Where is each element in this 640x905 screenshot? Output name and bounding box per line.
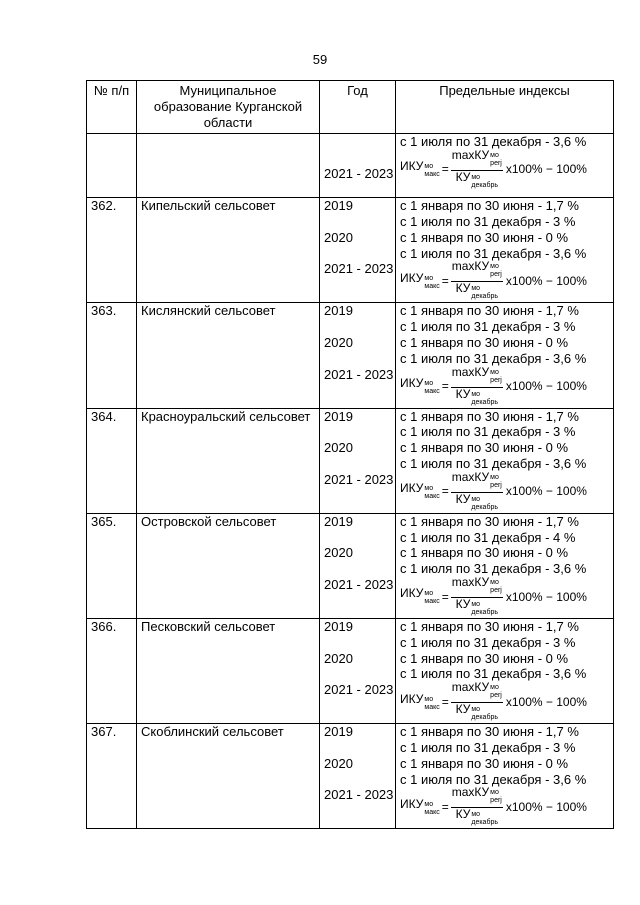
header-indices: Предельные индексы — [396, 81, 614, 134]
row-number: 363. — [87, 303, 137, 408]
indices-cell — [396, 724, 614, 829]
index-line: с 1 июля по 31 декабря - 3,6 % — [400, 350, 587, 366]
index-line: с 1 января по 30 июня - 0 % — [400, 229, 569, 245]
index-line: с 1 июля по 31 декабря - 3 % — [400, 424, 576, 440]
year-2021-2023: 2021 - 2023 — [324, 471, 394, 487]
index-line: с 1 января по 30 июня - 0 % — [400, 545, 569, 561]
year-cell — [320, 408, 396, 513]
year-2020: 2020 — [324, 334, 353, 350]
year-cell — [320, 724, 396, 829]
year-2020: 2020 — [324, 440, 353, 456]
formula-lhs: ИКУ мо макс — [400, 270, 440, 290]
indices-cell — [396, 408, 614, 513]
formula-fraction: maxКУ мо реrj КУ мо декабрь — [451, 680, 502, 722]
year-2019: 2019 — [324, 303, 353, 319]
row-number: 364. — [87, 408, 137, 513]
table-row — [87, 198, 614, 303]
index-line: с 1 июля по 31 декабря - 3 % — [400, 634, 576, 650]
table-row-continuation — [87, 134, 614, 198]
table-row — [87, 513, 614, 618]
table-row — [87, 303, 614, 408]
page-number: 59 — [312, 52, 328, 67]
header-num: № п/п — [87, 81, 137, 134]
index-line: с 1 июля по 31 декабря - 3 % — [400, 213, 576, 229]
year-2021-2023: 2021 - 2023 — [324, 576, 394, 592]
municipality-name: Островской сельсовет — [137, 513, 320, 618]
index-line: с 1 июля по 31 декабря - 3,6 % — [400, 245, 587, 261]
row-number: 362. — [87, 198, 137, 303]
index-line: с 1 января по 30 июня - 0 % — [400, 755, 569, 771]
formula: ИКУ мо макс = maxКУ мо реrj КУ мо декабрь х100% − 100% — [400, 472, 613, 513]
formula: ИКУ мо макс = maxКУ мо реrj КУ мо декабрь х100% − 100% — [400, 682, 613, 723]
year-2019: 2019 — [324, 618, 353, 634]
index-line: с 1 января по 30 июня - 0 % — [400, 334, 569, 350]
formula-lhs: ИКУ мо макс — [400, 481, 440, 501]
index-line: с 1 июля по 31 декабря - 3,6 % — [400, 134, 587, 149]
formula-lhs: ИКУ мо макс — [400, 796, 440, 816]
year-cell — [320, 513, 396, 618]
formula-lhs: ИКУ мо макс — [400, 691, 440, 711]
formula-fraction: maxКУ мо реrj КУ мо декабрь — [451, 364, 502, 406]
year-cell — [320, 134, 396, 198]
year-2019: 2019 — [324, 513, 353, 529]
municipality-name: Скоблинский сельсовет — [137, 724, 320, 829]
year-2019: 2019 — [324, 724, 353, 740]
formula-fraction: maxКУ мо реrj КУ мо декабрь — [451, 574, 502, 616]
indices-cell — [396, 303, 614, 408]
year-2021-2023: 2021 - 2023 — [324, 682, 394, 698]
formula: ИКУ мо макс = maxКУ мо реrj КУ мо декабрь х100% − 100% — [400, 367, 613, 408]
index-line: с 1 июля по 31 декабря - 3 % — [400, 319, 576, 335]
index-line: с 1 июля по 31 декабря - 3,6 % — [400, 666, 587, 682]
index-line: с 1 января по 30 июня - 1,7 % — [400, 198, 579, 214]
year-2020: 2020 — [324, 229, 353, 245]
year-2020: 2020 — [324, 755, 353, 771]
municipality-name: Кислянский сельсовет — [137, 303, 320, 408]
index-line: с 1 июля по 31 декабря - 4 % — [400, 529, 576, 545]
year-2020: 2020 — [324, 650, 353, 666]
row-number: 366. — [87, 618, 137, 723]
index-line: с 1 января по 30 июня - 1,7 % — [400, 618, 579, 634]
table-header-row — [87, 81, 614, 134]
index-line: с 1 июля по 31 декабря - 3,6 % — [400, 561, 587, 577]
table-row — [87, 618, 614, 723]
year-2020: 2020 — [324, 545, 353, 561]
year-cell — [320, 303, 396, 408]
index-line: с 1 января по 30 июня - 1,7 % — [400, 513, 579, 529]
formula-lhs: ИКУ мо макс — [400, 376, 440, 396]
year-2021-2023: 2021 - 2023 — [324, 165, 394, 181]
header-municipality: Муниципальное образование Курганской области — [137, 81, 320, 134]
formula-fraction: maxКУ мо реrj КУ мо декабрь — [451, 259, 502, 301]
indices-cell — [396, 198, 614, 303]
formula-lhs: ИКУ мо макс — [400, 159, 440, 179]
year-2019: 2019 — [324, 198, 353, 214]
formula-fraction: maxКУ мо реrj КУ мо декабрь — [451, 147, 502, 189]
formula: ИКУ мо макс = maxКУ мо реrj КУ мо декабрь х100% − 100% — [400, 150, 613, 191]
header-year: Год — [320, 81, 396, 134]
index-line: с 1 июля по 31 декабря - 3,6 % — [400, 455, 587, 471]
municipality-name: Красноуральский сельсовет — [137, 408, 320, 513]
table-row — [87, 724, 614, 829]
year-cell — [320, 618, 396, 723]
year-2021-2023: 2021 - 2023 — [324, 366, 394, 382]
indices-cell — [396, 513, 614, 618]
municipality-name: Кипельский сельсовет — [137, 198, 320, 303]
table-row — [87, 408, 614, 513]
num-cell — [87, 134, 137, 198]
index-line: с 1 июля по 31 декабря - 3,6 % — [400, 771, 587, 787]
index-line: с 1 января по 30 июня - 1,7 % — [400, 408, 579, 424]
municipality-name: Песковский сельсовет — [137, 618, 320, 723]
index-line: с 1 июля по 31 декабря - 3 % — [400, 739, 576, 755]
formula-fraction: maxКУ мо реrj КУ мо декабрь — [451, 785, 502, 827]
indices-cell — [396, 618, 614, 723]
formula: ИКУ мо макс = maxКУ мо реrj КУ мо декабрь х100% − 100% — [400, 577, 613, 618]
tariff-index-table — [86, 80, 614, 829]
year-2021-2023: 2021 - 2023 — [324, 261, 394, 277]
year-2019: 2019 — [324, 408, 353, 424]
index-line: с 1 января по 30 июня - 0 % — [400, 440, 569, 456]
row-number: 365. — [87, 513, 137, 618]
year-spacer — [324, 134, 395, 166]
index-line: с 1 января по 30 июня - 1,7 % — [400, 303, 579, 319]
formula-fraction: maxКУ мо реrj КУ мо декабрь — [451, 469, 502, 511]
formula-lhs: ИКУ мо макс — [400, 586, 440, 606]
formula: ИКУ мо макс = maxКУ мо реrj КУ мо декабрь х100% − 100% — [400, 261, 613, 302]
indices-cell — [396, 134, 614, 198]
row-number: 367. — [87, 724, 137, 829]
municipality-cell — [137, 134, 320, 198]
formula: ИКУ мо макс = maxКУ мо реrj КУ мо декабрь х100% − 100% — [400, 787, 613, 828]
index-line: с 1 января по 30 июня - 0 % — [400, 650, 569, 666]
year-2021-2023: 2021 - 2023 — [324, 787, 394, 803]
year-cell — [320, 198, 396, 303]
index-line: с 1 января по 30 июня - 1,7 % — [400, 724, 579, 740]
